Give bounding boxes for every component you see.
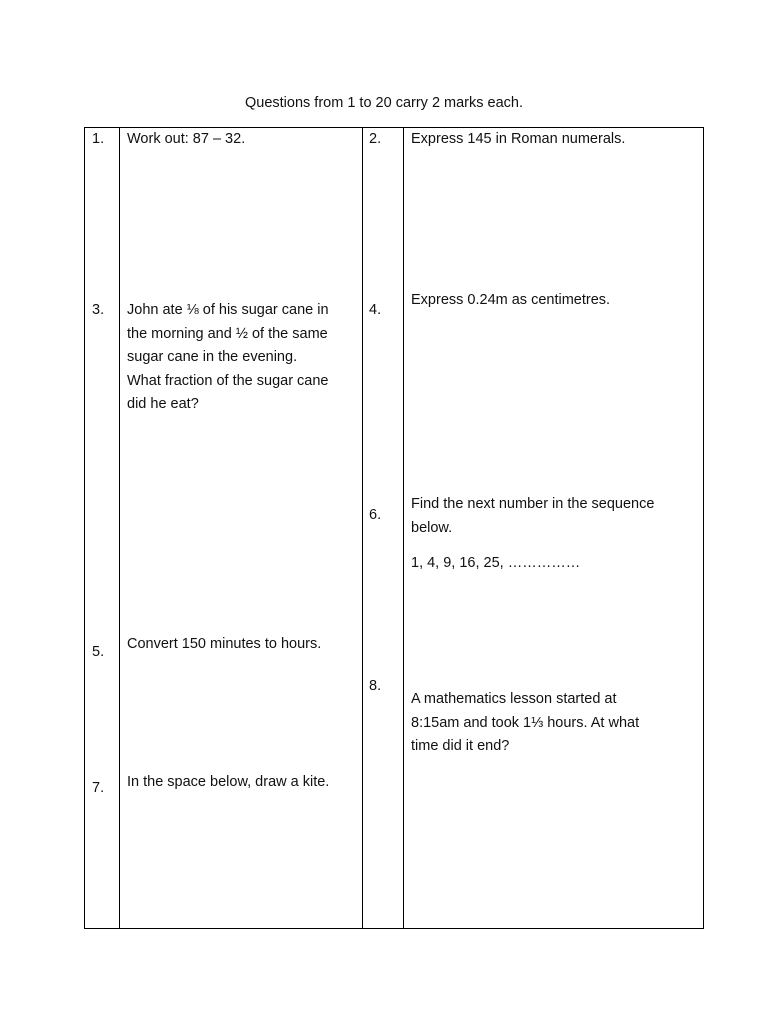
question-8-line: time did it end?	[411, 738, 510, 754]
question-1-line: Work out: 87 – 32.	[127, 131, 246, 147]
question-6-sequence: 1, 4, 9, 16, 25, ……………	[411, 555, 581, 571]
question-number-5: 5.	[92, 644, 105, 660]
question-number-2: 2.	[369, 131, 382, 147]
question-number-1: 1.	[92, 131, 105, 147]
question-8-text	[411, 688, 639, 759]
question-5-line: Convert 150 minutes to hours.	[127, 636, 322, 652]
page-heading: Questions from 1 to 20 carry 2 marks each.	[244, 95, 524, 111]
question-3-line: did he eat?	[127, 396, 199, 412]
question-4-text	[411, 289, 610, 313]
question-number-7: 7.	[92, 780, 105, 796]
question-8-line: A mathematics lesson started at	[411, 691, 617, 707]
question-8-line: 8:15am and took 1⅓ hours. At what	[411, 714, 640, 731]
question-3-line: the morning and ½ of the same	[127, 325, 328, 342]
question-number-4: 4.	[369, 302, 382, 318]
question-3-line: What fraction of the sugar cane	[127, 372, 329, 389]
question-3-line: sugar cane in the evening.	[127, 349, 298, 365]
question-2-line: Express 145 in Roman numerals.	[411, 131, 626, 147]
question-4-line: Express 0.24m as centimetres.	[411, 292, 611, 308]
column-divider-middle	[362, 127, 363, 929]
question-3-line: John ate ⅛ of his sugar cane in	[127, 302, 329, 318]
question-5-text	[127, 633, 321, 657]
column-divider-right-number	[403, 127, 404, 929]
question-number-8: 8.	[369, 678, 382, 694]
question-1-text	[127, 128, 245, 152]
question-6-text	[411, 493, 654, 540]
column-divider-left-number	[119, 127, 120, 929]
question-6-line: below.	[411, 519, 453, 536]
question-6-line: Find the next number in the sequence	[411, 496, 655, 512]
question-2-text	[411, 128, 625, 152]
question-7-line: In the space below, draw a kite.	[127, 774, 330, 790]
question-number-6: 6.	[369, 507, 382, 523]
question-number-3: 3.	[92, 302, 105, 318]
question-3-text	[127, 299, 329, 417]
question-7-text	[127, 771, 329, 795]
